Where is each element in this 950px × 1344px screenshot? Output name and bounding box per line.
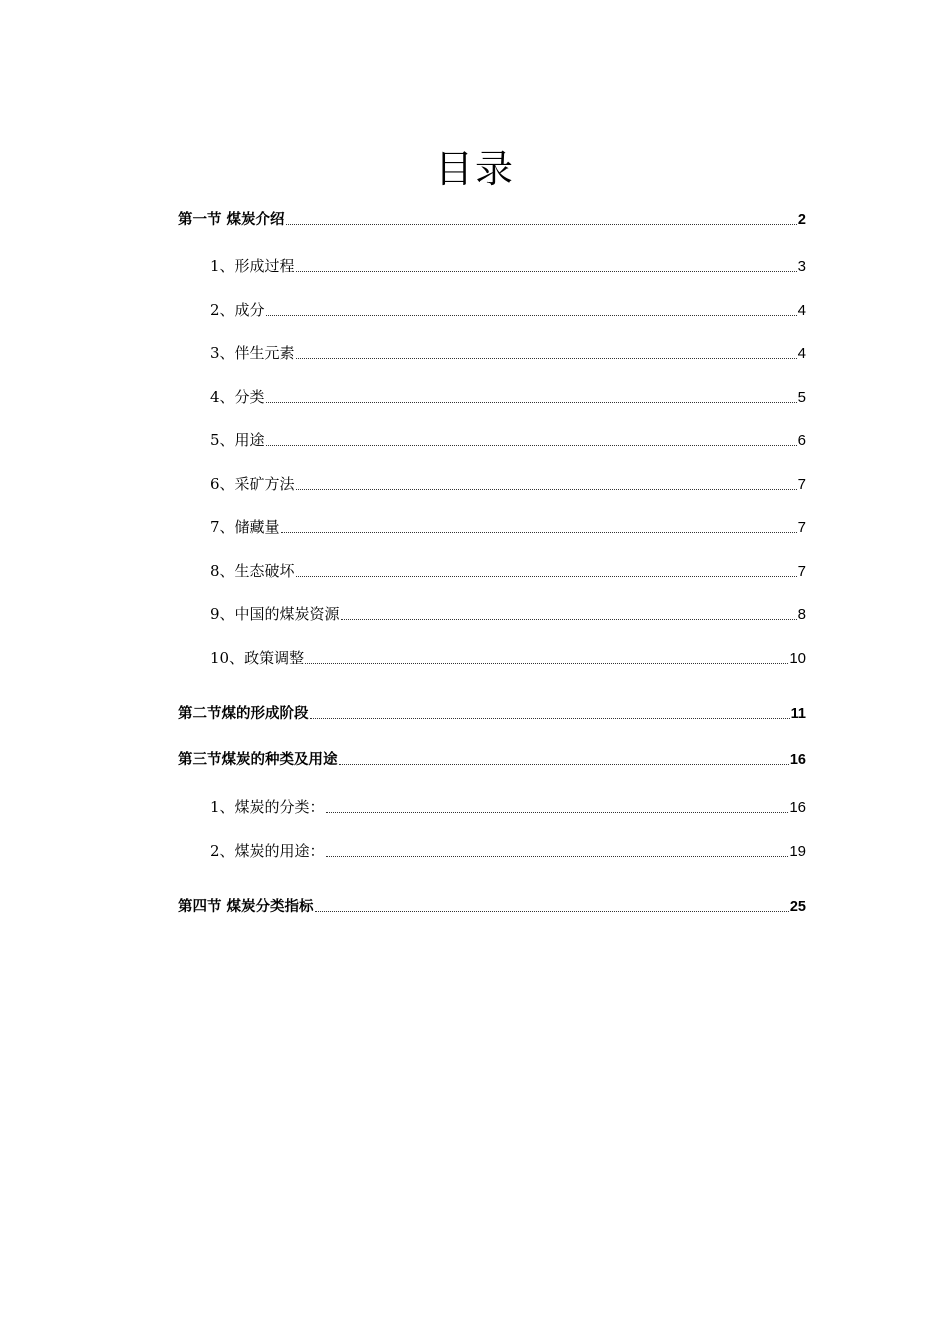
toc-leader-dots (326, 855, 789, 857)
toc-entry[interactable] (210, 841, 806, 862)
toc-entry[interactable] (210, 648, 806, 669)
toc-entry[interactable] (210, 517, 806, 538)
toc-leader-dots (341, 618, 797, 620)
toc-leader-dots (305, 662, 788, 664)
toc-leader-dots (266, 444, 797, 446)
toc-entry-page: 16 (789, 799, 806, 816)
toc-leader-dots (296, 357, 797, 359)
toc-entry-page: 10 (789, 650, 806, 667)
toc-entry-label: 10、政策调整 (210, 649, 305, 667)
toc-entry-page: 8 (797, 606, 806, 623)
toc-entry[interactable] (210, 343, 806, 364)
toc-entry-page: 2 (797, 212, 806, 228)
toc-entry-page: 4 (797, 302, 806, 319)
toc-entry[interactable] (210, 561, 806, 582)
toc-leader-dots (266, 314, 797, 316)
toc-entry[interactable] (210, 430, 806, 451)
toc-entry-label: 8、生态破坏 (210, 562, 295, 580)
toc-entry[interactable] (178, 704, 806, 724)
toc-entry-page: 7 (797, 476, 806, 493)
toc-leader-dots (296, 575, 797, 577)
toc-entry-label: 第四节 煤炭分类指标 (178, 899, 314, 915)
toc-entry-label: 第一节 煤炭介绍 (178, 212, 285, 228)
toc-entry-page: 16 (789, 752, 806, 768)
toc-entry[interactable] (210, 300, 806, 321)
toc-entry-label: 1、形成过程 (210, 257, 295, 275)
toc-entry-label: 7、储藏量 (210, 518, 280, 536)
toc-entry-label: 4、分类 (210, 388, 265, 406)
toc-entry-page: 7 (797, 563, 806, 580)
toc-entry[interactable] (178, 897, 806, 917)
toc-entry-label: 9、中国的煤炭资源 (210, 605, 340, 623)
toc-leader-dots (266, 401, 797, 403)
toc-leader-dots (286, 223, 797, 225)
toc-leader-dots (296, 270, 797, 272)
toc-leader-dots (281, 531, 797, 533)
toc-entry[interactable] (178, 210, 806, 230)
toc-entry[interactable] (210, 387, 806, 408)
toc-entry-label: 2、成分 (210, 301, 265, 319)
toc-entry-page: 19 (789, 843, 806, 860)
toc-entry-page: 5 (797, 389, 806, 406)
toc-entry-label: 6、采矿方法 (210, 475, 295, 493)
toc-entry-page: 4 (797, 345, 806, 362)
toc-entry[interactable] (210, 474, 806, 495)
toc-entry-page: 6 (797, 432, 806, 449)
toc-entry-label: 第三节煤炭的种类及用途 (178, 752, 338, 768)
toc-entry-label: 第二节煤的形成阶段 (178, 706, 309, 722)
toc-entry-label: 2、煤炭的用途： (210, 842, 325, 860)
toc-entry-label: 5、用途 (210, 431, 265, 449)
toc-leader-dots (310, 717, 790, 719)
toc-entry[interactable] (210, 604, 806, 625)
toc-leader-dots (339, 763, 789, 765)
toc-leader-dots (326, 811, 789, 813)
toc-entry-label: 3、伴生元素 (210, 344, 295, 362)
page-title: 目录 (434, 147, 515, 191)
toc-entry[interactable] (210, 797, 806, 818)
toc-entry[interactable] (178, 750, 806, 770)
toc-entry-page: 11 (790, 706, 806, 722)
toc-leader-dots (315, 910, 789, 912)
toc-entry-label: 1、煤炭的分类： (210, 798, 325, 816)
toc-entry-page: 7 (797, 519, 806, 536)
toc-leader-dots (296, 488, 797, 490)
toc-entry[interactable] (210, 256, 806, 277)
toc-entry-page: 3 (797, 258, 806, 275)
toc-entry-page: 25 (789, 899, 806, 915)
